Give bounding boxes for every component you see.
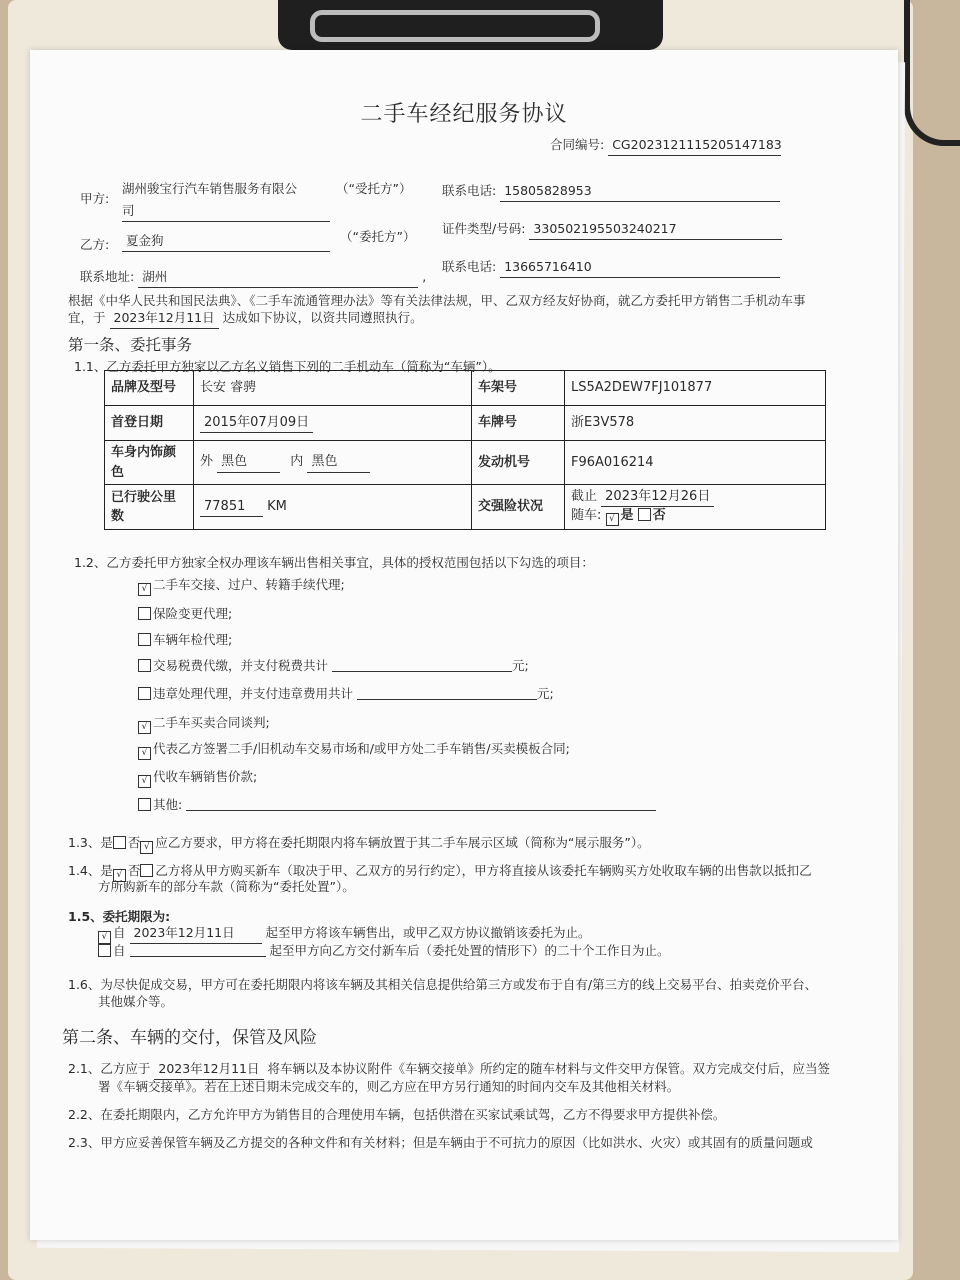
- brand-value: 长安 睿骋: [194, 371, 472, 406]
- party-a-name: 湖州骏宝行汽车销售服务有限公: [122, 181, 298, 196]
- party-b-role: （“委托方”）: [340, 229, 416, 244]
- article2-heading: 第二条、车辆的交付，保管及风险: [62, 1028, 317, 1048]
- brand-label: 品牌及型号: [105, 371, 194, 406]
- checkbox-unchecked: [113, 836, 126, 849]
- clause-1-4-cont: 方所购新车的部分车款（简称为“委托处置”）。: [98, 879, 355, 894]
- mileage-label: 已行驶公里数: [105, 485, 194, 530]
- checkbox-unchecked: [138, 659, 151, 672]
- reg-date-label: 首登日期: [105, 406, 194, 441]
- vin-label: 车架号: [472, 371, 565, 406]
- checkbox-checked: √: [138, 721, 151, 734]
- address: 联系地址: 湖州 ,: [80, 268, 426, 288]
- party-a-name-cont: 司: [122, 202, 330, 222]
- plate-label: 车牌号: [472, 406, 565, 441]
- reg-date-cell: 2015年07月09日: [194, 406, 472, 441]
- clause-1-3: 1.3、是 否 √ 应乙方要求，甲方将在委托期限内将车辆放置于其二手车展示区域（简称为“展示服务”）。: [68, 835, 650, 852]
- party-b-id: 证件类型/号码: 330502195503240217: [442, 220, 782, 240]
- color-cell: 外 黑色 内 黑色: [194, 441, 472, 485]
- clause-1-6-cont: 其他媒介等。: [98, 994, 174, 1009]
- checkbox-checked: √: [606, 513, 619, 526]
- checkbox-unchecked: [138, 633, 151, 646]
- insurance-cell: 截止 2023年12月26日 随车: √ 是 否: [565, 485, 826, 530]
- checkbox-unchecked: [638, 508, 651, 521]
- clause-1-2: 1.2、乙方委托甲方独家全权办理该车辆出售相关事宜，具体的授权范围包括以下勾选的项目：: [74, 555, 594, 570]
- item-9: 其他:: [138, 796, 656, 815]
- checkbox-unchecked: [138, 687, 151, 700]
- engine-value: F96A016214: [565, 441, 826, 485]
- contract-page: [30, 50, 898, 1240]
- checkbox-checked: √: [113, 869, 126, 882]
- checkbox-unchecked: [98, 944, 111, 957]
- page-title: 二手车经纪服务协议: [360, 102, 568, 127]
- term-option-2: 自 起至甲方向乙方交付新车后（委托处置的情形下）的二十个工作日为止。: [98, 942, 670, 961]
- engine-label: 发动机号: [472, 441, 565, 485]
- clause-1-5: 1.5、委托期限为:: [68, 909, 171, 924]
- vehicle-table: [104, 370, 826, 530]
- party-a-label: 甲方:: [80, 191, 110, 206]
- party-a-phone: 联系电话: 15805828953: [442, 182, 780, 202]
- checkbox-checked: √: [138, 775, 151, 788]
- plate-value: 浙E3V578: [565, 406, 826, 441]
- party-b-label: 乙方:: [80, 237, 110, 252]
- item-2: 保险变更代理;: [138, 605, 232, 624]
- checkbox-checked: √: [138, 583, 151, 596]
- checkbox-unchecked: [138, 798, 151, 811]
- color-label: 车身内饰颜色: [105, 441, 194, 485]
- clause-2-1-cont: 署《车辆交接单》。若在上述日期未完成交车的，则乙方应在甲方另行通知的时间内交车及其他相关材料。: [98, 1079, 680, 1094]
- checkbox-checked: √: [138, 747, 151, 760]
- checkbox-checked: √: [140, 841, 153, 854]
- vin-value: LS5A2DEW7FJ101877: [565, 371, 826, 406]
- clause-1-4: 1.4、是 √ 否 乙方将从甲方购买新车（取决于甲、乙双方的另行约定），甲方将直接从该委托车辆购买方处收取车辆的出售款以抵扣乙: [68, 863, 812, 880]
- insurance-label: 交强险状况: [472, 485, 565, 530]
- item-4: 交易税费代缴，并支付税费共计 元;: [138, 657, 529, 676]
- contract-number-value: CG2023121115205147183: [608, 136, 781, 156]
- clause-2-1: 2.1、乙方应于 2023年12月11日 将车辆以及本协议附件《车辆交接单》所约定的随车材料与文件交甲方保管。双方完成交付后，应当签: [68, 1060, 830, 1080]
- term-option-1: √ 自 2023年12月11日 起至甲方将该车辆售出，或甲乙双方协议撤销该委托为止。: [98, 924, 591, 944]
- checkbox-checked: √: [98, 931, 111, 944]
- preamble-line2: 宜，于 2023年12月11日 达成如下协议，以资共同遵照执行。: [68, 309, 423, 329]
- clause-2-2: 2.2、在委托期限内，乙方允许甲方为销售目的合理使用车辆，包括供潜在买家试乘试驾，乙方不得要求甲方提供补偿。: [68, 1107, 726, 1122]
- item-7: √ 代表乙方签署二手/旧机动车交易市场和/或甲方处二手车销售/买卖模板合同;: [138, 740, 570, 760]
- contract-number: 合同编号: CG2023121115205147183: [550, 136, 781, 156]
- preamble-line1: 根据《中华人民共和国民法典》、《二手车流通管理办法》等有关法律法规，甲、乙双方经友好协商，就乙方委托甲方销售二手机动车事: [68, 293, 806, 308]
- cable: [904, 0, 960, 146]
- item-5: 违章处理代理，并支付违章费用共计 元;: [138, 685, 554, 704]
- clause-1-1: 1.1、乙方委托甲方独家以乙方名义销售下列的二手机动车（简称为“车辆”）。: [74, 359, 501, 374]
- party-a-role: （“受托方”）: [336, 181, 412, 196]
- item-3: 车辆年检代理;: [138, 631, 232, 650]
- item-8: √ 代收车辆销售价款;: [138, 768, 257, 788]
- party-b-phone: 联系电话: 13665716410: [442, 258, 780, 278]
- item-1: √ 二手车交接、过户、转籍手续代理;: [138, 576, 345, 596]
- checkbox-unchecked: [140, 864, 153, 877]
- clause-1-6: 1.6、为尽快促成交易，甲方可在委托期限内将该车辆及其相关信息提供给第三方或发布于自有/第三方的线上交易平台、拍卖竞价平台、: [68, 977, 818, 992]
- item-6: √ 二手车买卖合同谈判;: [138, 714, 270, 734]
- mileage-cell: 77851 KM: [194, 485, 472, 530]
- checkbox-unchecked: [138, 607, 151, 620]
- party-b-name: 夏金狗: [122, 232, 330, 252]
- article1-heading: 第一条、委托事务: [68, 336, 193, 354]
- clause-2-3: 2.3、甲方应妥善保管车辆及乙方提交的各种文件和有关材料；但是车辆由于不可抗力的原因（比如洪水、火灾）或其固有的质量问题或: [68, 1135, 813, 1150]
- clip-wire: [310, 10, 600, 42]
